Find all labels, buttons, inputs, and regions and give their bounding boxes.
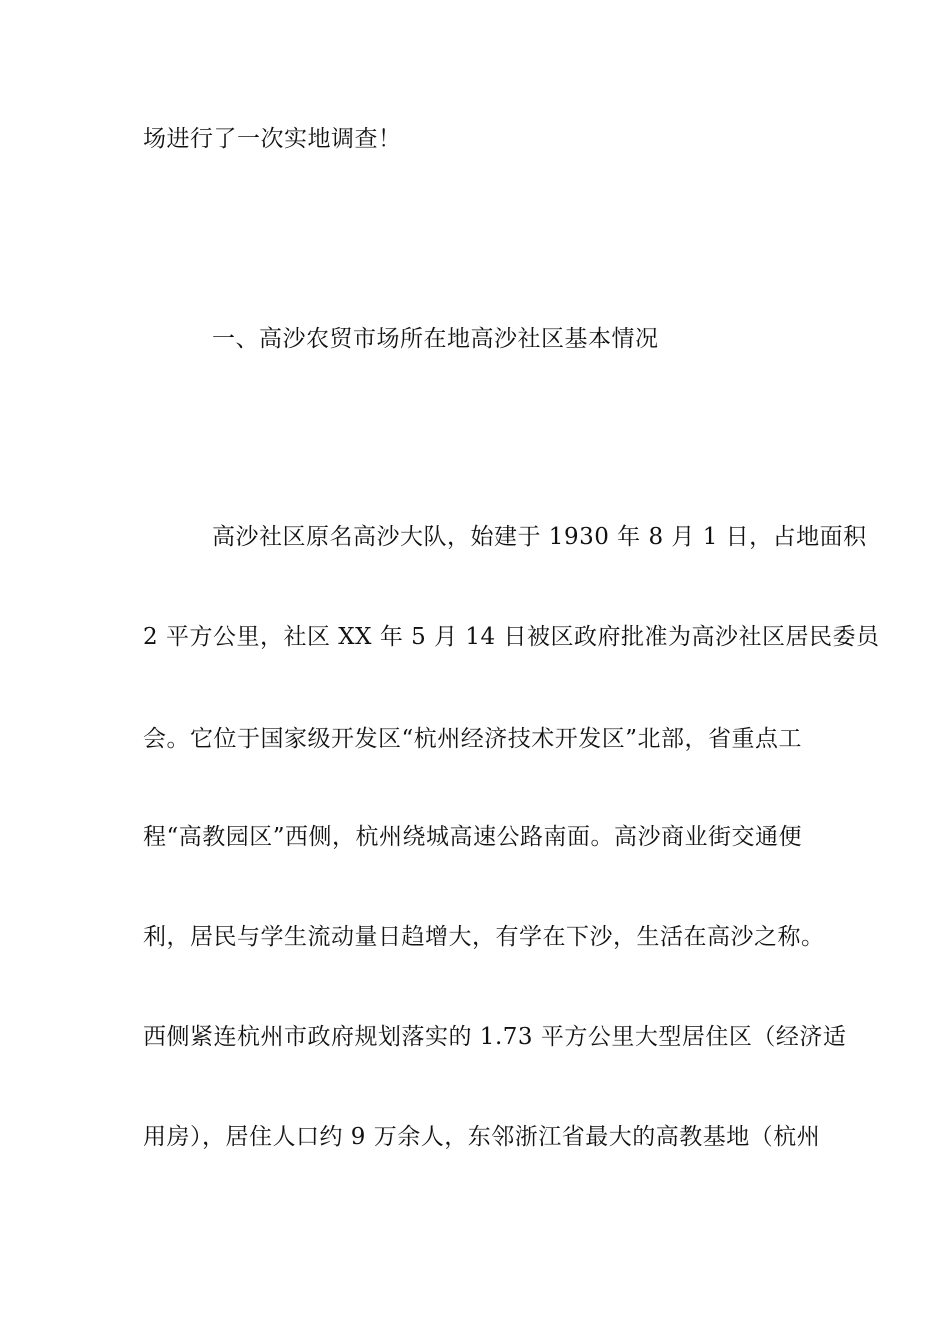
text-line: 西侧紧连杭州市政府规划落实的 1.73 平方公里大型居住区（经济适 (143, 1024, 847, 1050)
text-line: 高沙社区原名高沙大队，始建于 1930 年 8 月 1 日，占地面积 (212, 524, 867, 550)
section-heading-text: 一、高沙农贸市场所在地高沙社区基本情况 (212, 326, 659, 352)
text-line: 场进行了一次实地调查！ (143, 126, 402, 152)
text-line: 2 平方公里，社区 XX 年 5 月 14 日被区政府批准为高沙社区居民委员 (143, 624, 880, 650)
text-line: 用房），居住人口约 9 万余人，东邻浙江省最大的高教基地（杭州 (143, 1124, 821, 1150)
text-line: 会。它位于国家级开发区“杭州经济技术开发区”北部，省重点工 (143, 726, 803, 752)
text-line: 利，居民与学生流动量日趋增大，有学在下沙，生活在高沙之称。 (143, 924, 825, 950)
text-line: 程“高教园区”西侧，杭州绕城高速公路南面。高沙商业街交通便 (143, 824, 803, 850)
